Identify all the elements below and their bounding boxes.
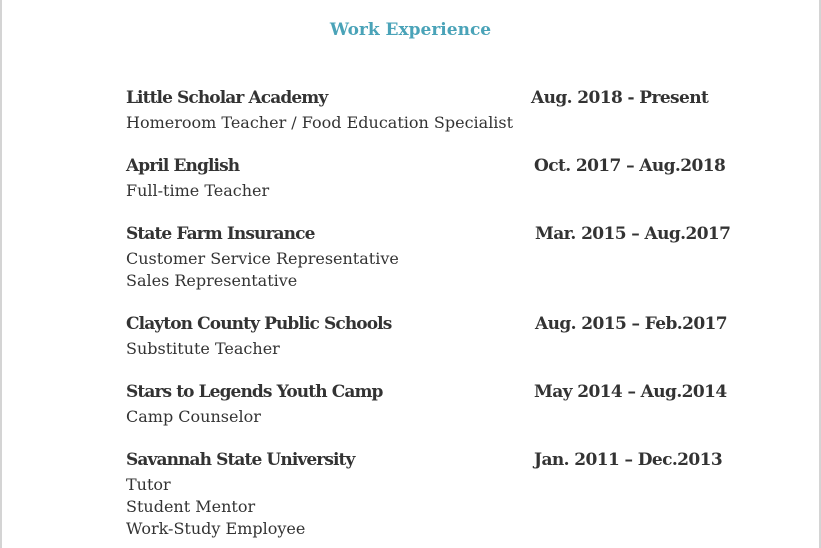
employer-name: Little Scholar Academy — [126, 88, 328, 108]
job-role: Customer Service Representative — [126, 249, 399, 268]
job-role: Work-Study Employee — [126, 519, 306, 538]
employment-dates: Oct. 2017 – Aug.2018 — [534, 156, 726, 176]
job-role: Student Mentor — [126, 497, 256, 516]
job-role: Tutor — [126, 475, 171, 494]
job-header — [126, 382, 766, 406]
employment-dates: Aug. 2015 – Feb.2017 — [535, 314, 728, 334]
job-header — [126, 224, 766, 248]
employer-name: Savannah State University — [126, 450, 355, 470]
employment-dates: May 2014 – Aug.2014 — [534, 382, 727, 402]
job-role: Homeroom Teacher / Food Education Specialist — [126, 113, 514, 132]
job-entry — [126, 224, 766, 292]
job-entry — [126, 156, 766, 202]
job-role: Camp Counselor — [126, 407, 261, 426]
employer-name: State Farm Insurance — [126, 224, 315, 244]
employment-dates: Mar. 2015 – Aug.2017 — [535, 224, 731, 244]
job-entry — [126, 314, 766, 360]
employer-name: April English — [126, 156, 240, 176]
job-entry — [126, 88, 766, 134]
employment-dates: Jan. 2011 – Dec.2013 — [534, 450, 723, 470]
employment-dates: Aug. 2018 - Present — [531, 88, 709, 108]
job-role: Substitute Teacher — [126, 339, 280, 358]
job-role: Full-time Teacher — [126, 181, 270, 200]
job-role: Sales Representative — [126, 271, 298, 290]
job-entry — [126, 382, 766, 428]
work-experience-list — [126, 88, 766, 548]
employer-name: Stars to Legends Youth Camp — [126, 382, 383, 402]
job-header — [126, 450, 766, 474]
job-header — [126, 156, 766, 180]
section-title: Work Experience — [329, 20, 492, 40]
job-header — [126, 88, 766, 112]
job-entry — [126, 450, 766, 540]
job-header — [126, 314, 766, 338]
employer-name: Clayton County Public Schools — [126, 314, 392, 334]
